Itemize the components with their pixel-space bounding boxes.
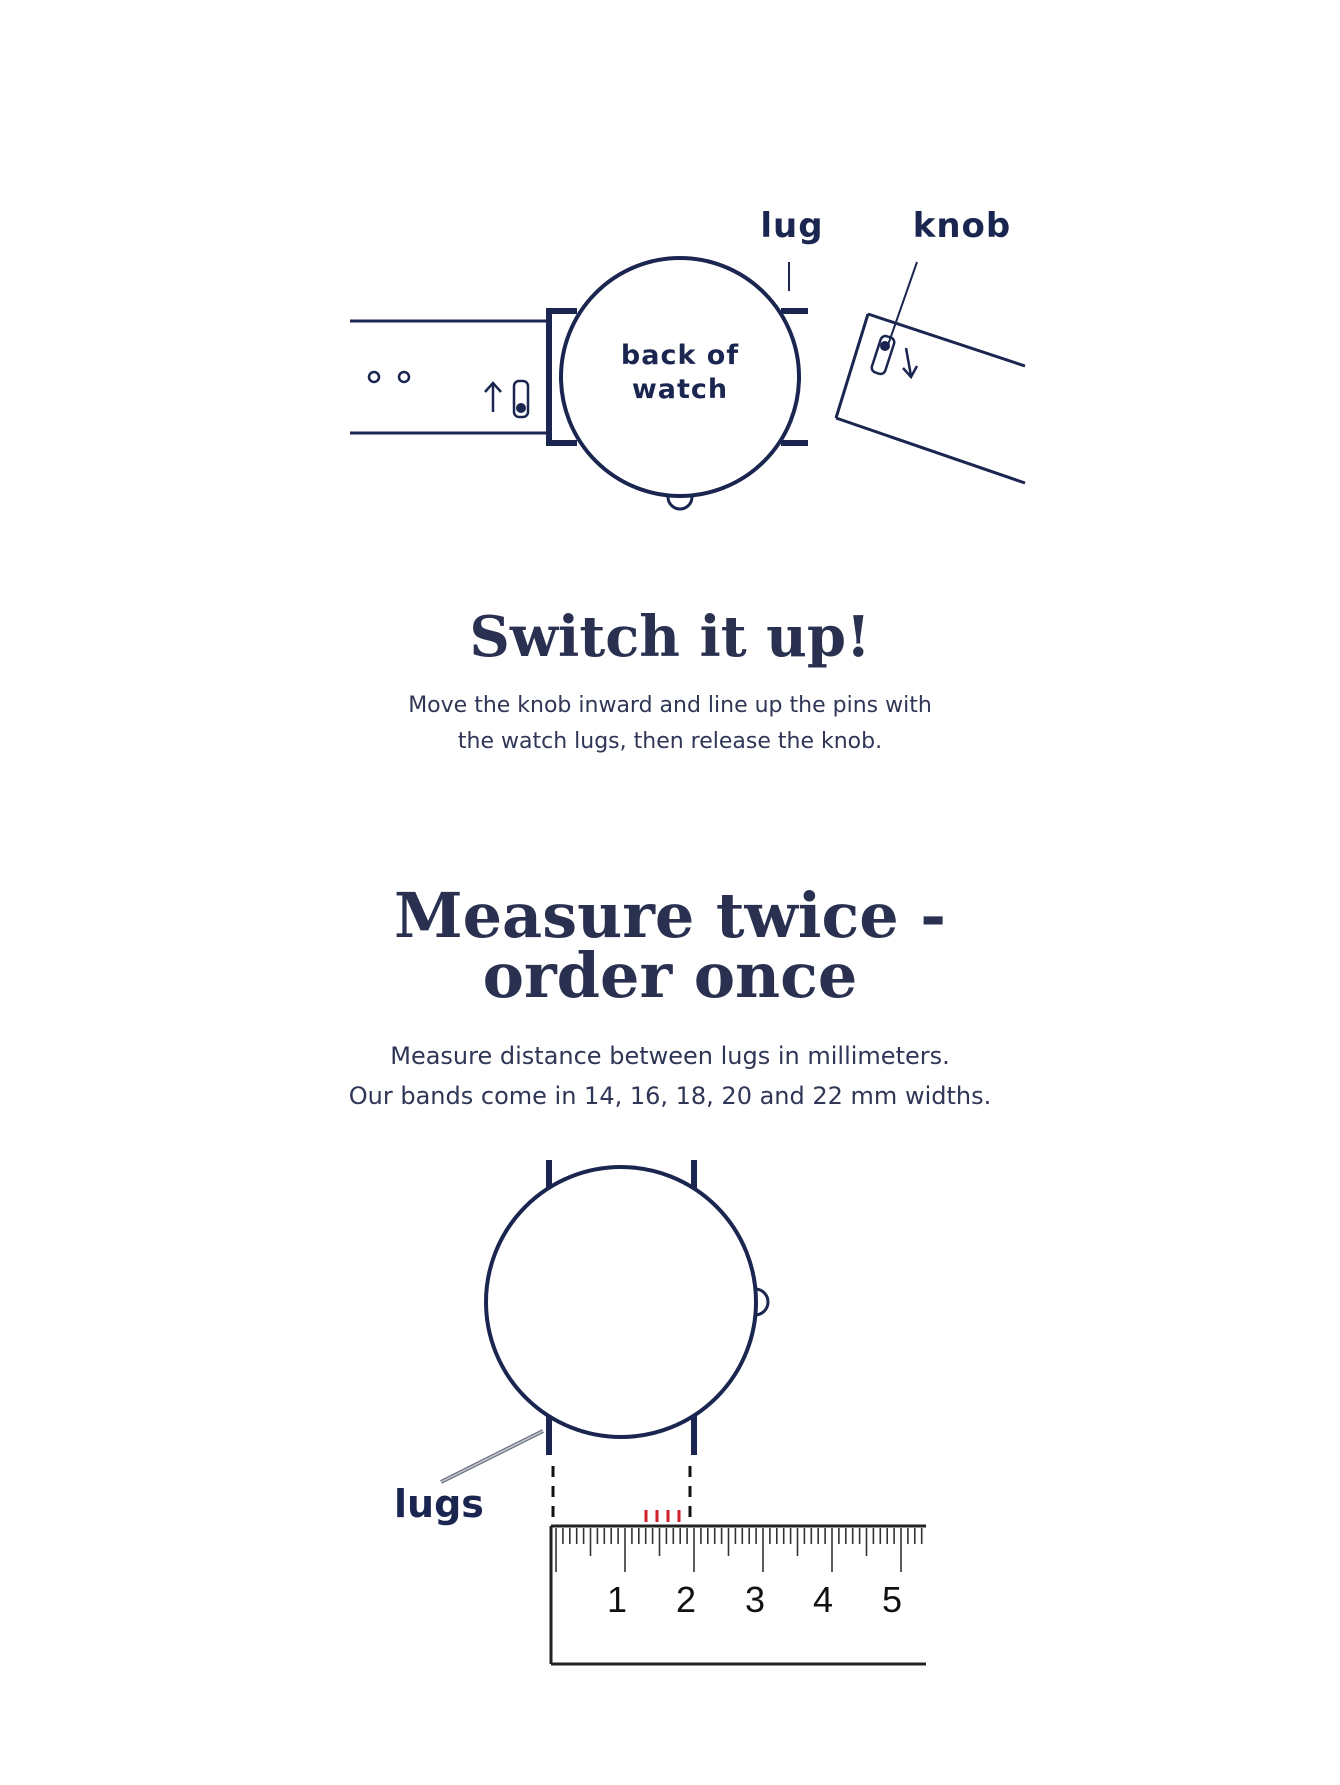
switch-instructions bbox=[0, 688, 1340, 760]
measure-title-line1: Measure twice - bbox=[393, 879, 946, 952]
down-arrow-icon bbox=[903, 348, 917, 377]
red-marks bbox=[646, 1510, 679, 1522]
up-arrow-icon bbox=[485, 383, 501, 412]
band-holes bbox=[369, 372, 409, 382]
ruler-ticks bbox=[556, 1528, 922, 1572]
back-of-watch-line2: watch bbox=[631, 374, 729, 405]
measure-diagram bbox=[0, 1140, 1340, 1780]
back-of-watch-label bbox=[600, 339, 760, 407]
measure-illustration bbox=[0, 1140, 1340, 1780]
band-swap-illustration bbox=[0, 0, 1340, 560]
switch-title: Switch it up! bbox=[469, 604, 871, 670]
knob-icon-right bbox=[870, 335, 895, 375]
ruler-number-5: 5 bbox=[881, 1579, 903, 1620]
ruler-number-2: 2 bbox=[675, 1579, 697, 1620]
measure-title bbox=[0, 879, 1340, 1012]
ruler-number-4: 4 bbox=[812, 1579, 834, 1620]
lugs-label: lugs bbox=[394, 1482, 484, 1526]
measure-instructions-line2: Our bands come in 14, 16, 18, 20 and 22 mm widths. bbox=[348, 1082, 992, 1110]
ruler-number-1: 1 bbox=[606, 1579, 628, 1620]
watch-face bbox=[486, 1167, 756, 1437]
lug-label: lug bbox=[760, 206, 824, 246]
knob-icon-left bbox=[514, 381, 528, 417]
back-of-watch-line1: back of bbox=[620, 340, 740, 371]
knob-pointer bbox=[888, 262, 917, 345]
right-band bbox=[836, 314, 1025, 483]
switch-instructions-line2: the watch lugs, then release the knob. bbox=[457, 729, 883, 754]
measure-instructions bbox=[0, 1036, 1340, 1116]
knob-label: knob bbox=[912, 206, 1012, 246]
switch-instructions-line1: Move the knob inward and line up the pins with bbox=[408, 693, 932, 718]
ruler-number-3: 3 bbox=[744, 1579, 766, 1620]
measure-instructions-line1: Measure distance between lugs in millimeters. bbox=[390, 1042, 950, 1070]
measure-title-line2: order once bbox=[482, 939, 858, 1012]
watch-crown bbox=[668, 497, 692, 509]
band-swap-diagram bbox=[0, 0, 1340, 560]
